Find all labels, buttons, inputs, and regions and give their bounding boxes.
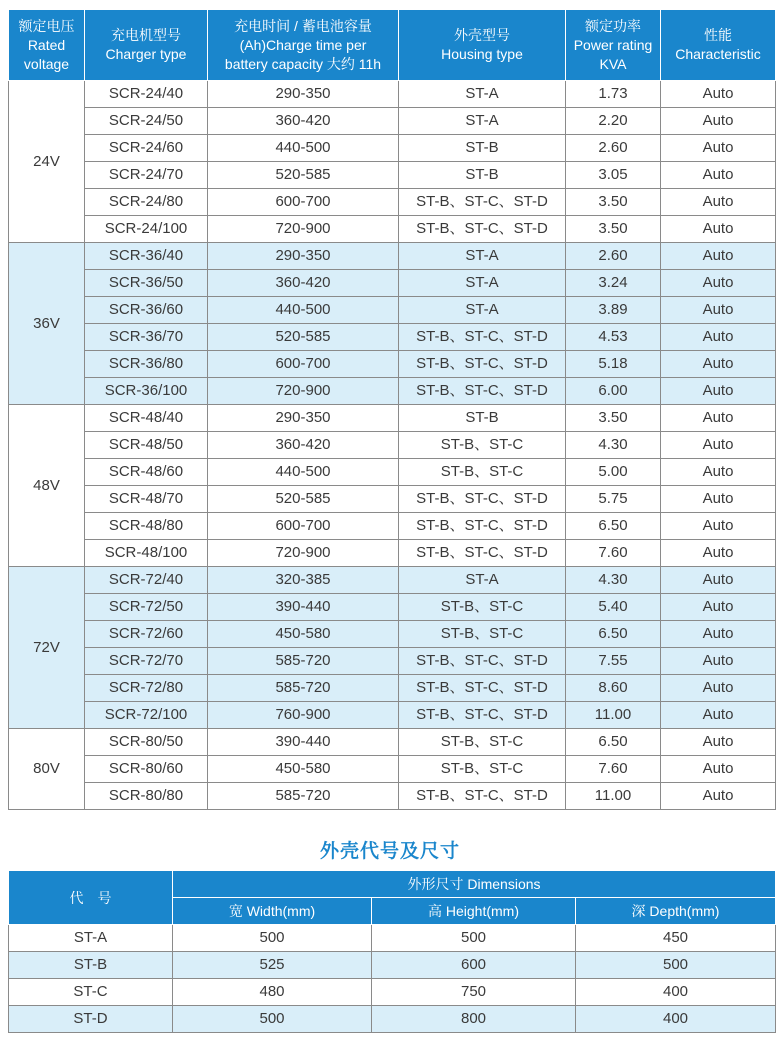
table-row bbox=[9, 621, 776, 648]
table-row bbox=[9, 486, 776, 513]
power-rating-cell: 3.05 bbox=[566, 162, 661, 189]
table-row bbox=[9, 567, 776, 594]
housing-type-cell: ST-A bbox=[399, 81, 566, 108]
charger-type-cell: SCR-48/80 bbox=[85, 513, 208, 540]
depth-cell: 400 bbox=[576, 979, 776, 1006]
housing-type-cell: ST-B、ST-C、ST-D bbox=[399, 648, 566, 675]
charger-type-cell: SCR-72/60 bbox=[85, 621, 208, 648]
power-rating-cell: 7.60 bbox=[566, 540, 661, 567]
capacity-cell: 450-580 bbox=[208, 621, 399, 648]
capacity-cell: 600-700 bbox=[208, 189, 399, 216]
header-depth: 深 Depth(mm) bbox=[576, 898, 776, 925]
capacity-cell: 720-900 bbox=[208, 540, 399, 567]
table-row bbox=[9, 270, 776, 297]
table-row bbox=[9, 243, 776, 270]
height-cell: 500 bbox=[372, 925, 576, 952]
characteristic-cell: Auto bbox=[661, 594, 776, 621]
characteristic-cell: Auto bbox=[661, 351, 776, 378]
capacity-cell: 320-385 bbox=[208, 567, 399, 594]
characteristic-cell: Auto bbox=[661, 486, 776, 513]
housing-type-cell: ST-B、ST-C bbox=[399, 729, 566, 756]
table-row bbox=[9, 108, 776, 135]
header-width: 宽 Width(mm) bbox=[173, 898, 372, 925]
charger-type-cell: SCR-36/40 bbox=[85, 243, 208, 270]
housing-type-cell: ST-B、ST-C、ST-D bbox=[399, 324, 566, 351]
capacity-cell: 585-720 bbox=[208, 648, 399, 675]
power-rating-cell: 4.53 bbox=[566, 324, 661, 351]
charger-type-cell: SCR-48/70 bbox=[85, 486, 208, 513]
housing-type-cell: ST-B、ST-C、ST-D bbox=[399, 540, 566, 567]
capacity-cell: 290-350 bbox=[208, 243, 399, 270]
housing-type-cell: ST-B、ST-C bbox=[399, 594, 566, 621]
housing-type-cell: ST-A bbox=[399, 108, 566, 135]
dim-header-row-1 bbox=[9, 871, 776, 898]
charger-type-cell: SCR-80/50 bbox=[85, 729, 208, 756]
table-row bbox=[9, 459, 776, 486]
characteristic-cell: Auto bbox=[661, 540, 776, 567]
housing-type-cell: ST-A bbox=[399, 270, 566, 297]
table-row bbox=[9, 648, 776, 675]
dim-table-body bbox=[9, 925, 776, 1033]
housing-type-cell: ST-B、ST-C、ST-D bbox=[399, 783, 566, 810]
characteristic-cell: Auto bbox=[661, 702, 776, 729]
housing-type-cell: ST-B、ST-C、ST-D bbox=[399, 486, 566, 513]
capacity-cell: 760-900 bbox=[208, 702, 399, 729]
capacity-cell: 720-900 bbox=[208, 216, 399, 243]
power-rating-cell: 5.75 bbox=[566, 486, 661, 513]
charger-type-cell: SCR-24/50 bbox=[85, 108, 208, 135]
charger-type-cell: SCR-36/60 bbox=[85, 297, 208, 324]
rated-voltage-cell: 80V bbox=[9, 729, 85, 810]
capacity-cell: 290-350 bbox=[208, 81, 399, 108]
header-characteristic: 性能 Characteristic bbox=[661, 10, 776, 81]
characteristic-cell: Auto bbox=[661, 405, 776, 432]
charger-type-cell: SCR-48/50 bbox=[85, 432, 208, 459]
charger-type-cell: SCR-48/60 bbox=[85, 459, 208, 486]
capacity-cell: 450-580 bbox=[208, 756, 399, 783]
depth-cell: 500 bbox=[576, 952, 776, 979]
charger-type-cell: SCR-36/100 bbox=[85, 378, 208, 405]
rated-voltage-cell: 72V bbox=[9, 567, 85, 729]
charger-type-cell: SCR-24/60 bbox=[85, 135, 208, 162]
power-rating-cell: 7.60 bbox=[566, 756, 661, 783]
rated-voltage-cell: 36V bbox=[9, 243, 85, 405]
characteristic-cell: Auto bbox=[661, 648, 776, 675]
power-rating-cell: 2.60 bbox=[566, 243, 661, 270]
width-cell: 500 bbox=[173, 1006, 372, 1033]
table-row bbox=[9, 675, 776, 702]
header-charge-time: 充电时间 / 蓄电池容量 (Ah)Charge time per battery capacity 大约 11h bbox=[208, 10, 399, 81]
characteristic-cell: Auto bbox=[661, 378, 776, 405]
characteristic-cell: Auto bbox=[661, 243, 776, 270]
charger-type-cell: SCR-72/100 bbox=[85, 702, 208, 729]
table-row bbox=[9, 594, 776, 621]
characteristic-cell: Auto bbox=[661, 783, 776, 810]
power-rating-cell: 11.00 bbox=[566, 702, 661, 729]
housing-type-cell: ST-A bbox=[399, 297, 566, 324]
housing-type-cell: ST-B、ST-C bbox=[399, 432, 566, 459]
housing-type-cell: ST-B、ST-C、ST-D bbox=[399, 513, 566, 540]
header-housing-type: 外壳型号 Housing type bbox=[399, 10, 566, 81]
characteristic-cell: Auto bbox=[661, 81, 776, 108]
housing-type-cell: ST-B bbox=[399, 135, 566, 162]
characteristic-cell: Auto bbox=[661, 567, 776, 594]
power-rating-cell: 6.50 bbox=[566, 621, 661, 648]
characteristic-cell: Auto bbox=[661, 675, 776, 702]
header-charger-type: 充电机型号 Charger type bbox=[85, 10, 208, 81]
header-height: 高 Height(mm) bbox=[372, 898, 576, 925]
power-rating-cell: 3.50 bbox=[566, 405, 661, 432]
table-row bbox=[9, 756, 776, 783]
charger-type-cell: SCR-72/80 bbox=[85, 675, 208, 702]
charger-type-cell: SCR-72/40 bbox=[85, 567, 208, 594]
housing-section-title: 外壳代号及尺寸 bbox=[319, 841, 460, 862]
capacity-cell: 585-720 bbox=[208, 675, 399, 702]
characteristic-cell: Auto bbox=[661, 189, 776, 216]
header-power-rating: 额定功率 Power rating KVA bbox=[566, 10, 661, 81]
capacity-cell: 390-440 bbox=[208, 594, 399, 621]
charger-type-cell: SCR-80/80 bbox=[85, 783, 208, 810]
capacity-cell: 440-500 bbox=[208, 135, 399, 162]
power-rating-cell: 5.40 bbox=[566, 594, 661, 621]
housing-type-cell: ST-B、ST-C、ST-D bbox=[399, 216, 566, 243]
capacity-cell: 520-585 bbox=[208, 486, 399, 513]
power-rating-cell: 2.20 bbox=[566, 108, 661, 135]
height-cell: 800 bbox=[372, 1006, 576, 1033]
table-row bbox=[9, 925, 776, 952]
characteristic-cell: Auto bbox=[661, 459, 776, 486]
characteristic-cell: Auto bbox=[661, 729, 776, 756]
characteristic-cell: Auto bbox=[661, 513, 776, 540]
table-row bbox=[9, 432, 776, 459]
housing-type-cell: ST-B bbox=[399, 405, 566, 432]
charger-type-cell: SCR-72/70 bbox=[85, 648, 208, 675]
table-row bbox=[9, 324, 776, 351]
capacity-cell: 585-720 bbox=[208, 783, 399, 810]
capacity-cell: 440-500 bbox=[208, 297, 399, 324]
charger-type-cell: SCR-48/100 bbox=[85, 540, 208, 567]
power-rating-cell: 5.18 bbox=[566, 351, 661, 378]
height-cell: 600 bbox=[372, 952, 576, 979]
housing-dimensions-table bbox=[8, 870, 776, 1033]
housing-code-cell: ST-C bbox=[9, 979, 173, 1006]
capacity-cell: 360-420 bbox=[208, 108, 399, 135]
charger-spec-table bbox=[8, 9, 776, 810]
width-cell: 500 bbox=[173, 925, 372, 952]
housing-type-cell: ST-B、ST-C bbox=[399, 459, 566, 486]
characteristic-cell: Auto bbox=[661, 162, 776, 189]
power-rating-cell: 5.00 bbox=[566, 459, 661, 486]
charger-type-cell: SCR-24/70 bbox=[85, 162, 208, 189]
housing-type-cell: ST-B、ST-C、ST-D bbox=[399, 189, 566, 216]
table-row bbox=[9, 979, 776, 1006]
table-row bbox=[9, 702, 776, 729]
charger-type-cell: SCR-48/40 bbox=[85, 405, 208, 432]
housing-type-cell: ST-B、ST-C、ST-D bbox=[399, 675, 566, 702]
capacity-cell: 600-700 bbox=[208, 513, 399, 540]
table-row bbox=[9, 952, 776, 979]
housing-code-cell: ST-A bbox=[9, 925, 173, 952]
housing-type-cell: ST-B bbox=[399, 162, 566, 189]
housing-type-cell: ST-B、ST-C、ST-D bbox=[399, 351, 566, 378]
table-row bbox=[9, 135, 776, 162]
power-rating-cell: 7.55 bbox=[566, 648, 661, 675]
table-row bbox=[9, 729, 776, 756]
housing-type-cell: ST-A bbox=[399, 243, 566, 270]
capacity-cell: 440-500 bbox=[208, 459, 399, 486]
power-rating-cell: 6.50 bbox=[566, 513, 661, 540]
housing-type-cell: ST-B、ST-C bbox=[399, 756, 566, 783]
power-rating-cell: 4.30 bbox=[566, 567, 661, 594]
table-row bbox=[9, 405, 776, 432]
table-row bbox=[9, 189, 776, 216]
housing-type-cell: ST-B、ST-C、ST-D bbox=[399, 378, 566, 405]
power-rating-cell: 1.73 bbox=[566, 81, 661, 108]
table-row bbox=[9, 162, 776, 189]
housing-type-cell: ST-B、ST-C bbox=[399, 621, 566, 648]
housing-type-cell: ST-B、ST-C、ST-D bbox=[399, 702, 566, 729]
characteristic-cell: Auto bbox=[661, 621, 776, 648]
table-row bbox=[9, 783, 776, 810]
capacity-cell: 360-420 bbox=[208, 270, 399, 297]
characteristic-cell: Auto bbox=[661, 270, 776, 297]
table-row bbox=[9, 81, 776, 108]
power-rating-cell: 4.30 bbox=[566, 432, 661, 459]
charger-type-cell: SCR-24/80 bbox=[85, 189, 208, 216]
characteristic-cell: Auto bbox=[661, 216, 776, 243]
rated-voltage-cell: 24V bbox=[9, 81, 85, 243]
characteristic-cell: Auto bbox=[661, 135, 776, 162]
power-rating-cell: 8.60 bbox=[566, 675, 661, 702]
table-row bbox=[9, 216, 776, 243]
charger-type-cell: SCR-72/50 bbox=[85, 594, 208, 621]
header-dimensions: 外形尺寸 Dimensions bbox=[173, 871, 776, 898]
header-rated-voltage: 额定电压 Rated voltage bbox=[9, 10, 85, 81]
power-rating-cell: 6.00 bbox=[566, 378, 661, 405]
housing-code-cell: ST-D bbox=[9, 1006, 173, 1033]
capacity-cell: 290-350 bbox=[208, 405, 399, 432]
height-cell: 750 bbox=[372, 979, 576, 1006]
depth-cell: 450 bbox=[576, 925, 776, 952]
capacity-cell: 390-440 bbox=[208, 729, 399, 756]
charger-type-cell: SCR-80/60 bbox=[85, 756, 208, 783]
capacity-cell: 720-900 bbox=[208, 378, 399, 405]
spec-table-body bbox=[9, 81, 776, 810]
table-row bbox=[9, 540, 776, 567]
power-rating-cell: 6.50 bbox=[566, 729, 661, 756]
capacity-cell: 600-700 bbox=[208, 351, 399, 378]
width-cell: 480 bbox=[173, 979, 372, 1006]
charger-type-cell: SCR-24/40 bbox=[85, 81, 208, 108]
power-rating-cell: 3.50 bbox=[566, 216, 661, 243]
power-rating-cell: 3.89 bbox=[566, 297, 661, 324]
header-code: 代 号 bbox=[9, 871, 173, 925]
power-rating-cell: 2.60 bbox=[566, 135, 661, 162]
spec-header-row bbox=[9, 10, 776, 81]
characteristic-cell: Auto bbox=[661, 324, 776, 351]
housing-code-cell: ST-B bbox=[9, 952, 173, 979]
capacity-cell: 520-585 bbox=[208, 162, 399, 189]
rated-voltage-cell: 48V bbox=[9, 405, 85, 567]
characteristic-cell: Auto bbox=[661, 297, 776, 324]
power-rating-cell: 11.00 bbox=[566, 783, 661, 810]
table-row bbox=[9, 297, 776, 324]
charger-type-cell: SCR-36/70 bbox=[85, 324, 208, 351]
charger-type-cell: SCR-36/50 bbox=[85, 270, 208, 297]
table-row bbox=[9, 378, 776, 405]
depth-cell: 400 bbox=[576, 1006, 776, 1033]
housing-type-cell: ST-A bbox=[399, 567, 566, 594]
characteristic-cell: Auto bbox=[661, 432, 776, 459]
characteristic-cell: Auto bbox=[661, 756, 776, 783]
power-rating-cell: 3.24 bbox=[566, 270, 661, 297]
table-row bbox=[9, 1006, 776, 1033]
table-row bbox=[9, 351, 776, 378]
capacity-cell: 520-585 bbox=[208, 324, 399, 351]
charger-type-cell: SCR-24/100 bbox=[85, 216, 208, 243]
power-rating-cell: 3.50 bbox=[566, 189, 661, 216]
capacity-cell: 360-420 bbox=[208, 432, 399, 459]
width-cell: 525 bbox=[173, 952, 372, 979]
charger-type-cell: SCR-36/80 bbox=[85, 351, 208, 378]
table-row bbox=[9, 513, 776, 540]
characteristic-cell: Auto bbox=[661, 108, 776, 135]
